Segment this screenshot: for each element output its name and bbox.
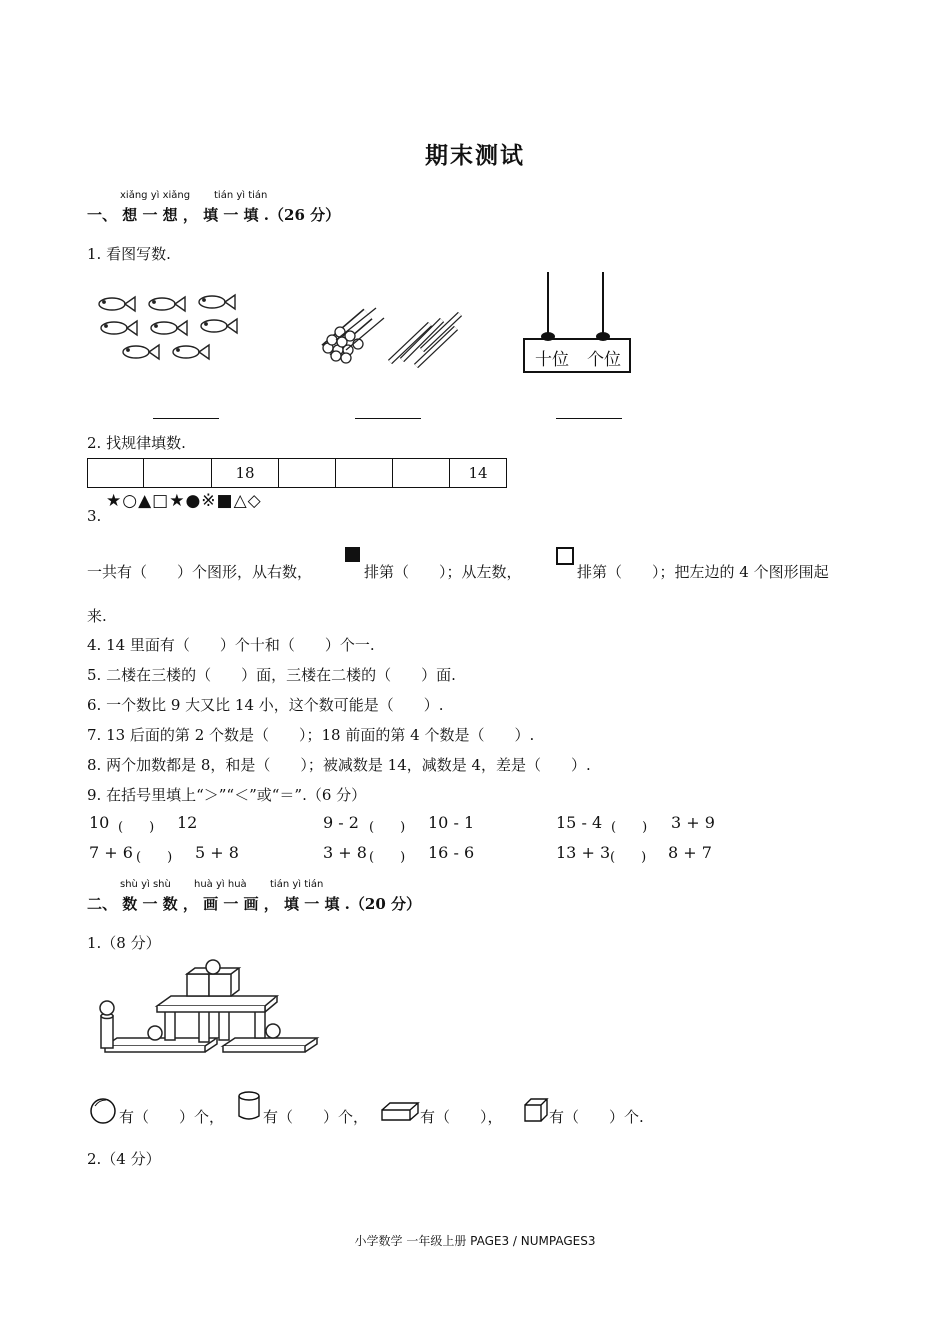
cuboid-icon (380, 1100, 420, 1124)
blocks-image (95, 958, 323, 1058)
fish-image (90, 290, 250, 370)
page-title: 期末测试 (425, 142, 525, 169)
cube-1 (187, 974, 209, 996)
compare-blank[interactable]: ( ) (610, 850, 647, 865)
pinyin-tian: tián yì tián (270, 879, 324, 890)
q9-label: 9. 在括号里填上“＞”“＜”或“＝”.（6 分） (87, 786, 367, 804)
q1-label: 1. 看图写数. (87, 245, 171, 263)
abacus-ones-label: 个位 (587, 350, 621, 370)
cube-icon (522, 1096, 550, 1124)
answer-blank-sticks[interactable] (355, 418, 421, 419)
abacus-frame (523, 338, 631, 373)
shape-sequence: ★○▲□★●※■△◇ (106, 491, 262, 511)
section2-heading: 二、 数 一 数 ， 画 一 画 ， 填 一 填 .（20 分） (87, 895, 421, 913)
compare-blank[interactable]: ( ) (611, 820, 648, 835)
sphere-top (206, 960, 220, 974)
count-cylinder: 有（ ）个， (263, 1108, 369, 1126)
compare-right: 10 - 1 (428, 813, 475, 832)
sequence-cell: 14 (450, 459, 507, 488)
section1-heading: 一、 想 一 想 ， 填 一 填 .（26 分） (87, 206, 341, 224)
compare-right: 3 + 9 (671, 813, 715, 832)
pinyin-xiang: xiǎng yì xiǎng (120, 190, 191, 201)
cylinder-left (101, 1016, 113, 1048)
cylinder-icon (236, 1090, 264, 1124)
q6-text: 6. 一个数比 9 大又比 14 小，这个数可能是（ ）. (87, 696, 444, 714)
fish-icon (199, 295, 235, 309)
page-footer: 小学数学 一年级上册 PAGE3 / NUMPAGES3 (354, 1234, 596, 1248)
sequence-cell[interactable] (393, 459, 450, 488)
top-slab (157, 996, 277, 1006)
compare-right: 8 + 7 (668, 843, 712, 862)
q5-text: 5. 二楼在三楼的（ ）面，三楼在二楼的（ ）面. (87, 666, 456, 684)
filled-square-icon (345, 547, 360, 562)
sequence-cell[interactable] (144, 459, 212, 488)
sphere-right (266, 1024, 280, 1038)
compare-left: 7 + 6 (89, 843, 133, 862)
sticks-image (318, 300, 468, 372)
count-sphere: 有（ ）个， (119, 1108, 225, 1126)
answer-blank-abacus[interactable] (556, 418, 622, 419)
abacus-image (520, 272, 632, 374)
q3-text-a: 一共有（ ）个图形，从右数， (87, 563, 313, 581)
answer-blank-fish[interactable] (153, 418, 219, 419)
q8-text: 8. 两个加数都是 8，和是（ ）；被减数是 14，减数是 4，差是（ ）. (87, 756, 591, 774)
ones-rod (602, 272, 604, 336)
sequence-table (87, 458, 507, 488)
compare-blank[interactable]: ( ) (136, 850, 173, 865)
q3-text-b: 排第（ ）；从左数， (364, 563, 522, 581)
compare-right: 5 + 8 (195, 843, 239, 862)
compare-left: 15 - 4 (556, 813, 603, 832)
sequence-cell[interactable] (279, 459, 336, 488)
sphere-icon (89, 1096, 117, 1126)
cube-2 (209, 974, 231, 996)
s2q2-label: 2.（4 分） (87, 1150, 161, 1168)
compare-right: 12 (177, 813, 198, 832)
q3-text-c: 排第（ ）；把左边的 4 个图形围起 (577, 563, 829, 581)
tens-rod (547, 272, 549, 336)
fish-icon (151, 321, 187, 335)
compare-left: 3 + 8 (323, 843, 367, 862)
fish-icon (123, 345, 159, 359)
sphere-mid (148, 1026, 162, 1040)
sequence-cell: 18 (212, 459, 279, 488)
q3-label: 3. (87, 507, 102, 525)
pinyin-hua: huà yì huà (194, 879, 247, 890)
fish-icon (149, 297, 185, 311)
compare-left: 13 + 3 (556, 843, 611, 862)
empty-square-icon (556, 547, 574, 565)
fish-icon (173, 345, 209, 359)
compare-blank[interactable]: ( ) (369, 820, 406, 835)
pinyin-shu: shù yì shù (120, 879, 171, 890)
compare-right: 16 - 6 (428, 843, 475, 862)
compare-blank[interactable]: ( ) (369, 850, 406, 865)
loose-sticks (390, 314, 460, 366)
count-cube: 有（ ）个. (549, 1108, 644, 1126)
q7-text: 7. 13 后面的第 2 个数是（ ）；18 前面的第 4 个数是（ ）. (87, 726, 535, 744)
abacus-tens-label: 十位 (535, 350, 569, 370)
base-slab-right (223, 1038, 317, 1046)
s2q1-label: 1.（8 分） (87, 934, 161, 952)
sequence-cell[interactable] (88, 459, 144, 488)
count-cuboid: 有（ ）， (420, 1108, 503, 1126)
compare-left: 9 - 2 (323, 813, 359, 832)
sphere-left (100, 1001, 114, 1015)
q3-text-d: 来. (87, 607, 107, 625)
q2-label: 2. 找规律填数. (87, 434, 186, 452)
fish-icon (201, 319, 237, 333)
stick-bundle (323, 308, 384, 363)
compare-left: 10 (89, 813, 110, 832)
compare-blank[interactable]: ( ) (118, 820, 155, 835)
sequence-cell[interactable] (336, 459, 393, 488)
fish-icon (99, 297, 135, 311)
fish-icon (101, 321, 137, 335)
pinyin-tian: tián yì tián (214, 190, 268, 201)
q4-text: 4. 14 里面有（ ）个十和（ ）个一. (87, 636, 375, 654)
